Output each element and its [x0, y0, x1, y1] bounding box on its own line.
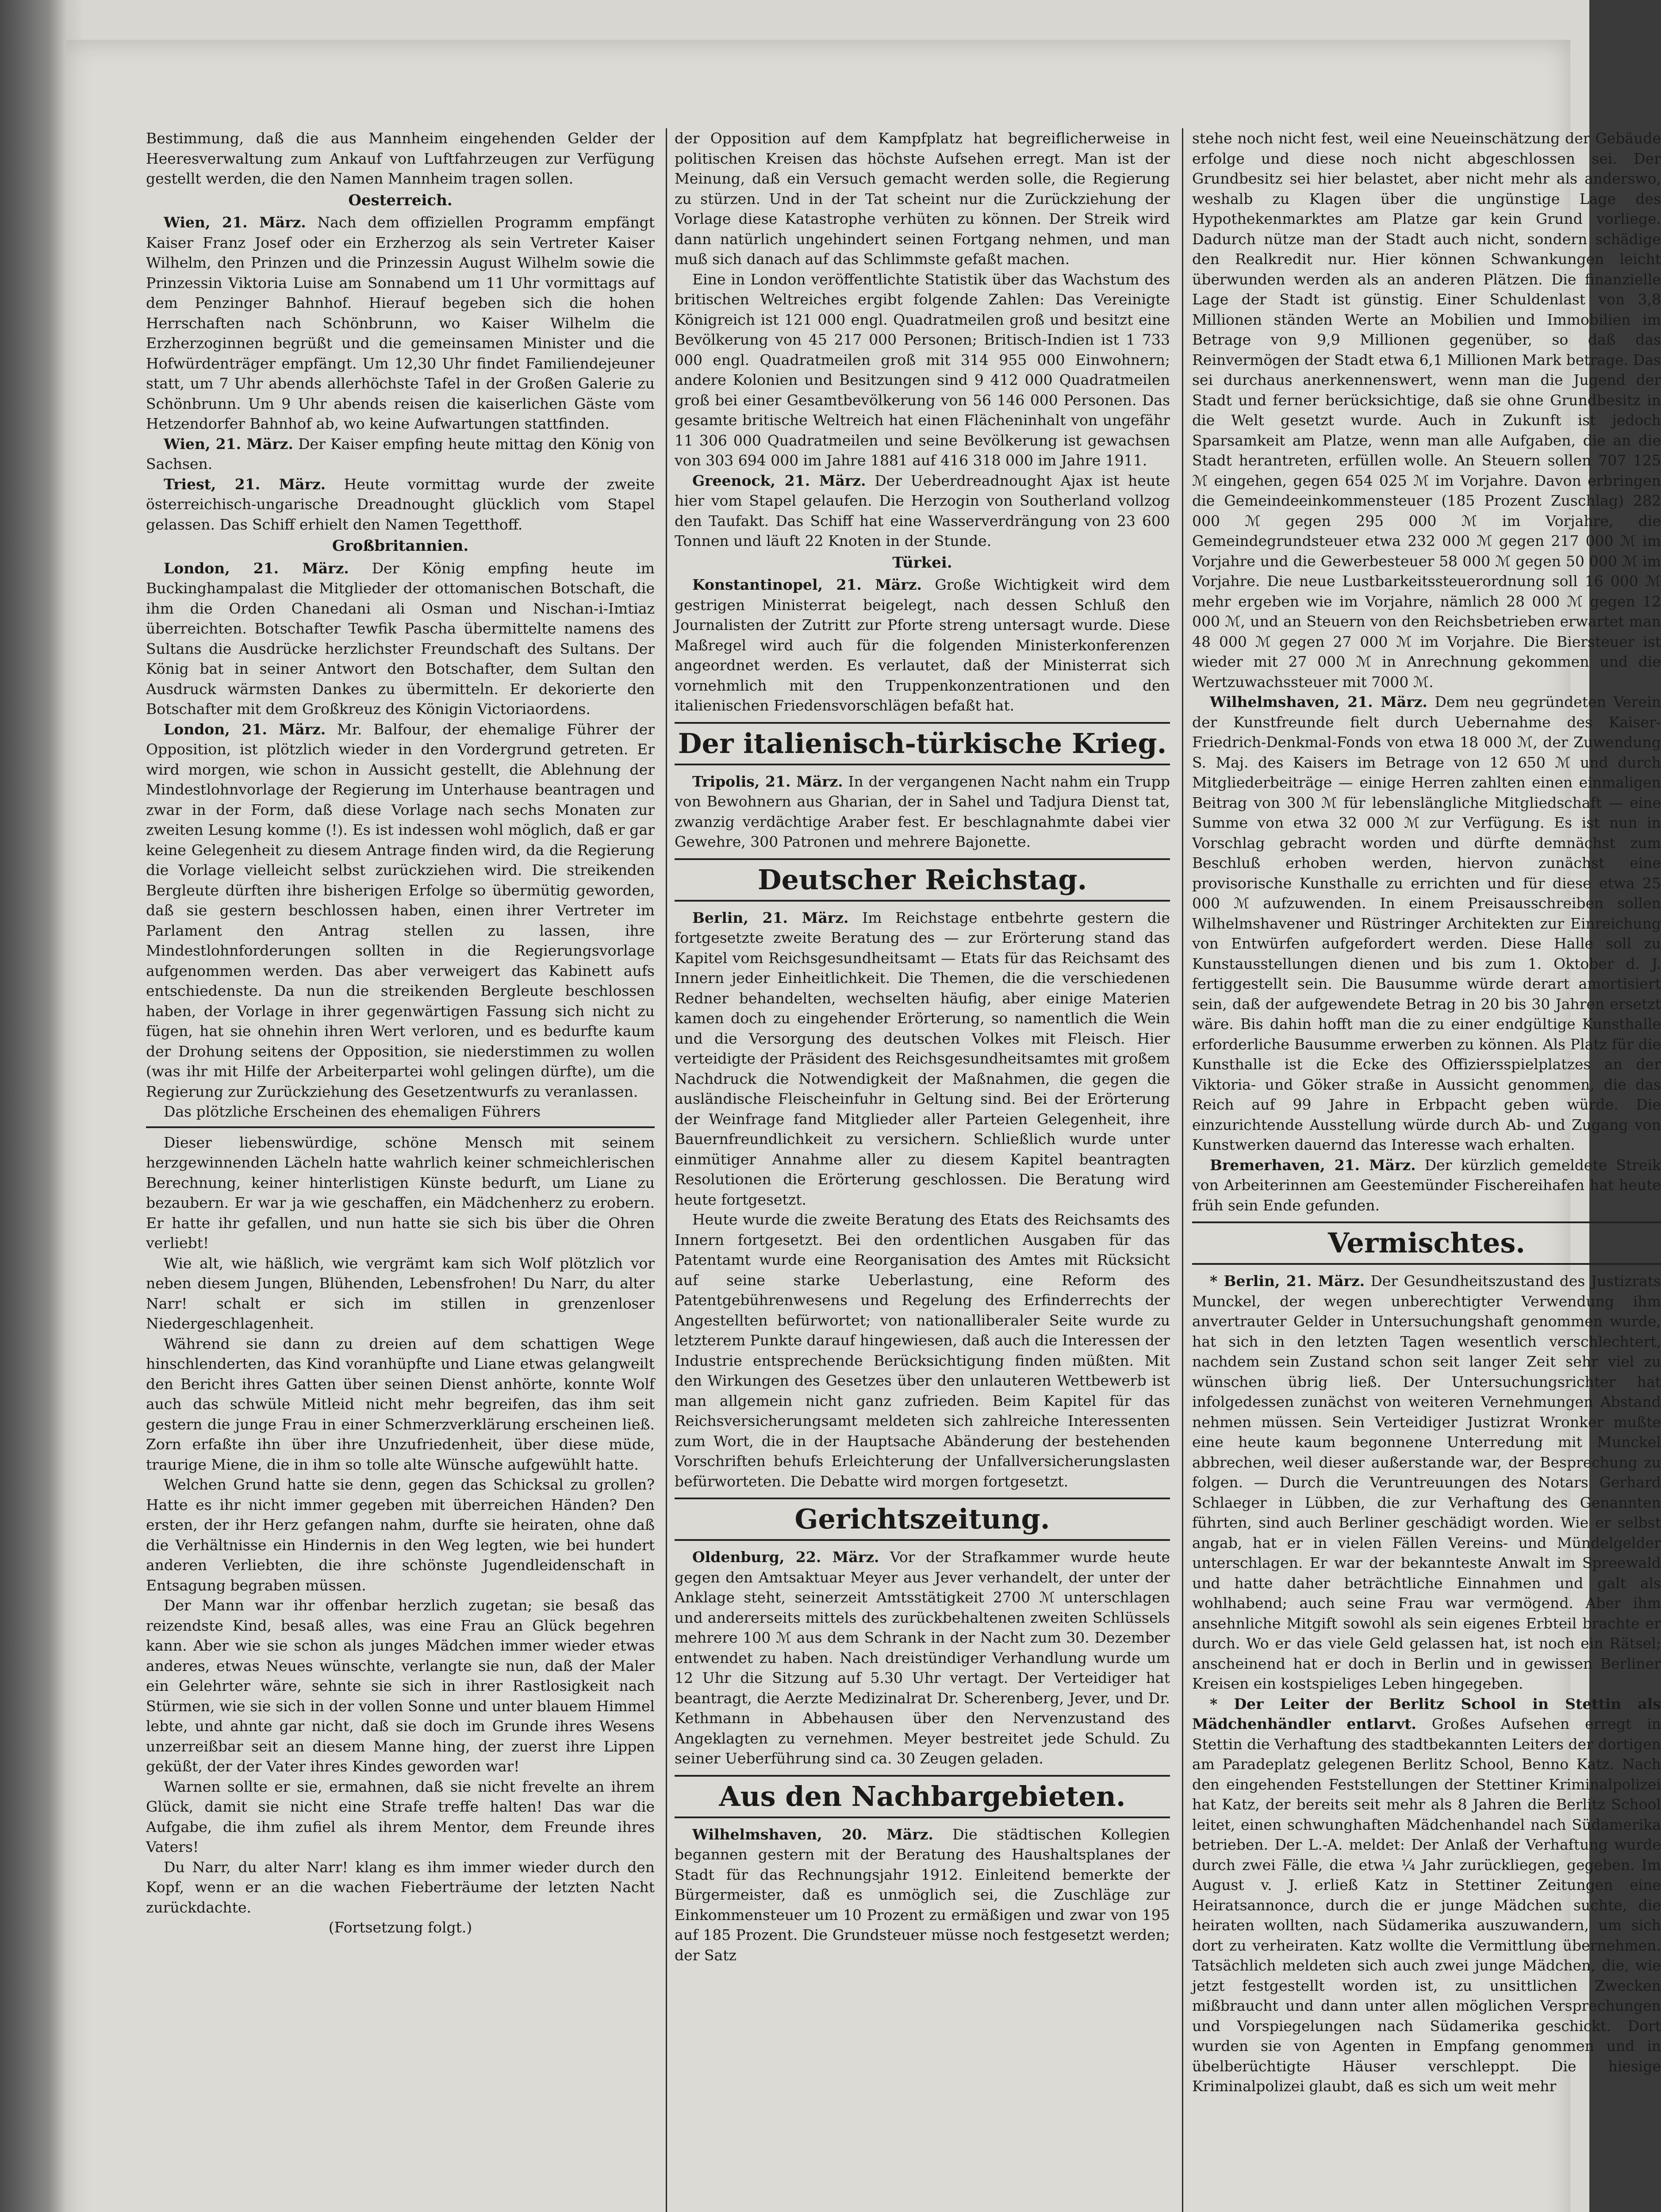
news-item	[1192, 1271, 1661, 1694]
dateline: Greenock, 21. März.	[692, 472, 866, 489]
novel-paragraph: Wie alt, wie häßlich, wie vergrämt kam sich Wolf plötzlich vor neben diesem Jungen, Blühenden, Lebensfrohen! Du Narr, du alter Narr! schalt er sich im stillen in grenzenloser Niedergeschlagenheit.	[146, 1254, 655, 1332]
section-heading-grossbritannien: Großbritannien.	[332, 537, 469, 555]
paragraph: Das plötzliche Erscheinen des ehemaligen Führers	[164, 1103, 541, 1120]
dateline: Oldenburg, 22. März.	[692, 1548, 879, 1566]
headline-gerichtszeitung: Gerichtszeitung.	[675, 1498, 1170, 1541]
dateline: Wilhelmshaven, 20. März.	[692, 1825, 933, 1843]
dateline: London, 21. März.	[164, 720, 326, 738]
news-item	[1192, 1155, 1661, 1216]
news-text: In der vergangenen Nacht nahm ein Trupp von Bewohnern aus Gharian, der in Sahel und Tadjura Dienst tat, zwanzig verdächtige Araber fest. Er beschlagnahmte dabei vier Gewehre, 300 Patronen und mehrere Bajonette.	[675, 772, 1170, 850]
news-item	[146, 558, 655, 719]
news-text: Vor der Strafkammer wurde heute gegen den Amtsaktuar Meyer aus Jever verhandelt, der unter der Anklage steht, seinerzeit Amtsstätigkeit 2700 ℳ unterschlagen und andererseits mittels des zurückbehaltenen zweiten Schlüssels mehrere 100 ℳ aus dem Schrank in der Nacht zum 30. Dezember entwendet zu haben. Nach dreistündiger Verhandlung wurde um 12 Uhr die Sitzung auf 5.30 Uhr vertagt. Der Verteidiger hat beantragt, die Aerzte Medizinalrat Dr. Scherenberg, Jever, und Dr. Kethmann in Abbehausen über den Nervenzustand des Angeklagten zu vernehmen. Meyer bestreitet jede Schuld. Zu seiner Ueberführung sind ca. 30 Zeugen geladen.	[675, 1548, 1170, 1767]
news-item	[675, 772, 1170, 852]
paragraph: Heute wurde die zweite Beratung des Etats des Reichsamts des Innern fortgesetzt. Bei den ordentlichen Ausgaben für das Patentamt wurde eine Reorganisation des Amtes mit Rücksicht auf seine starke Ueberlastung, eine Reform des Patentgebührenwesens und Regelung des Erfinderrechts der Angestellten befürwortet; von nationalliberaler Seite wurde zu letzterem Punkte darauf hingewiesen, daß auch die Interessen der Industrie entsprechende Berücksichtigung finden müßten. Mit den Wirkungen des Gesetzes über den unlauteren Wettbewerb ist man allgemein nicht ganz zufrieden. Beim Kapitel für das Reichsversicherungsamt meldeten sich zahlreiche Interessenten zum Wort, die in der Hauptsache Abänderung der bestehenden Vorschriften behufs Erleichterung der Unfallversicherungslasten befürworteten. Die Debatte wird morgen fortgesetzt.	[675, 1211, 1170, 1490]
paragraph: Eine in London veröffentlichte Statistik über das Wachstum des britischen Weltreiches ergibt folgende Zahlen: Das Vereinigte Königreich ist 121 000 engl. Quadratmeilen groß und besitzt eine Bevölkerung von 45 217 000 Personen; Britisch-Indien ist 1 733 000 engl. Quadratmeilen groß mit 314 955 000 Einwohnern; andere Kolonien und Besitzungen sind 9 412 000 Quadratmeilen groß bei einer Gesamtbevölkerung von 56 146 000 Personen. Das gesamte britische Weltreich hat einen Flächeninhalt von ungefähr 11 306 000 Quadratmeilen und seine Bevölkerung ist gewachsen von 303 694 000 im Jahre 1881 auf 416 318 000 im Jahre 1911.	[675, 270, 1170, 469]
news-text: Nach dem offiziellen Programm empfängt Kaiser Franz Josef oder ein Erzherzog als sein Vertreter Kaiser Wilhelm, den Prinzen und die Prinzessin August Wilhelm sowie die Prinzessin Viktoria Luise am Sonnabend um 11 Uhr vormittags auf dem Penzinger Bahnhof. Hierauf begeben sich die hohen Herrschaften nach Schönbrunn, wo Kaiser Wilhelm die Erzherzoginnen begrüßt und die gemeinsamen Minister und die Hofwürdenträger empfängt. Um 12,30 Uhr findet Familiendejeuner statt, um 7 Uhr abends allerhöchste Tafel in der Großen Galerie zu Schönbrunn. Um 9 Uhr abends reisen die kaiserlichen Gäste vom Hetzendorfer Bahnhof ab, wo keine Aufwartungen stattfinden.	[146, 214, 655, 432]
paragraph: Bestimmung, daß die aus Mannheim eingehenden Gelder der Heeresverwaltung zum Ankauf von Luftfahrzeugen zur Verfügung gestellt werden, die den Namen Mannheim tragen sollen.	[146, 130, 655, 187]
novel-paragraph: Dieser liebenswürdige, schöne Mensch mit seinem herzgewinnenden Lächeln hatte wahrlich keiner schmeichlerischen Berechnung, keiner hinterlistigen Künste bedurft, um Liane zu bezaubern. Er war ja wie geschaffen, ein Mädchenherz zu erobern. Er hatte ihr gefallen, und nun hatte sie sich bis über die Ohren verliebt!	[146, 1133, 655, 1252]
news-text: Der König empfing heute im Buckinghampalast die Mitglieder der ottomanischen Botschaft, die ihm die Orden Chanedani ali Osman und Nischan-i-Imtiaz überreichten. Botschafter Tewfik Pascha übermittelte namens des Sultans die Ausdrücke herzlichster Freundschaft des Sultans. Der König bat in seiner Antwort den Botschafter, dem Sultan den Ausdruck wärmsten Dankes zu übermitteln. Er dekorierte den Botschafter mit dem Großkreuz des Königin Victoriaordens.	[146, 559, 655, 718]
feuilleton-separator	[146, 1126, 655, 1128]
dateline: Wien, 21. März.	[164, 435, 293, 453]
news-item	[1192, 1694, 1661, 2097]
continuation-note: (Fortsetzung folgt.)	[328, 1919, 472, 1936]
dateline: Wien, 21. März.	[164, 214, 306, 231]
news-text: Der Kaiser empfing heute mittag den König von Sachsen.	[146, 435, 655, 472]
news-item	[1192, 692, 1661, 1155]
dateline: Konstantinopel, 21. März.	[692, 576, 922, 593]
novel-paragraph: Du Narr, du alter Narr! klang es ihm immer wieder durch den Kopf, wenn er an die wachen Fieberträume der letzten Nacht zurückdachte.	[146, 1858, 655, 1916]
column-left	[146, 128, 655, 2212]
paragraph: der Opposition auf dem Kampfplatz hat begreiflicherweise in politischen Kreisen das höchste Aufsehen erregt. Man ist der Meinung, daß ein Versuch gemacht werden solle, die Regierung zu stürzen. Und in der Tat scheint nur die Zurückziehung der Vorlage diese Katastrophe verhüten zu können. Der Streik wird dann natürlich ungehindert seinen Fortgang nehmen, und man muß sich danach auf das Schlimmste gefaßt machen.	[675, 130, 1170, 268]
news-item	[675, 1547, 1170, 1769]
headline-nachbargebiete: Aus den Nachbargebieten.	[675, 1775, 1170, 1818]
headline-reichstag: Deutscher Reichstag.	[675, 858, 1170, 902]
news-text: Der Gesundheitszustand des Justizrats Munckel, der wegen unberechtigter Verwendung ihm anvertrauter Gelder in Untersuchungshaft genommen wurde, hat sich in den letzten Tagen wesentlich verschlechtert, nachdem sein Zustand schon seit langer Zeit sehr viel zu wünschen übrig ließ. Der Untersuchungsrichter hat infolgedessen zunächst von weiteren Vernehmungen Abstand nehmen müssen. Sein Verteidiger Justizrat Wronker mußte eine heute kaum begonnene Unterredung mit Munckel abbrechen, weil dieser außerstande war, der Besprechung zu folgen. — Durch die Veruntreuungen des Notars Gerhard Schlaeger in Lübben, die zur Verhaftung des Genannten führten, sind auch Berliner geschädigt worden. Wie er selbst angab, hat er in vielen Fällen Vereins- und Mündelgelder unterschlagen. Er war der bekannteste Anwalt im Spreewald und hatte daher beträchtliche Einnahmen und galt als wohlhabend; auch seine Frau war vermögend. Aber ihm ansehnliche Mitgift sowohl als sein eigenes Erbteil brachte er durch. Wo er das viele Geld gelassen hat, ist noch ein Rätsel; anscheinend hat er doch in Berlin und in gewissen Berliner Kreisen ein kostspieliges Leben hingegeben.	[1192, 1272, 1661, 1692]
news-text: Mr. Balfour, der ehemalige Führer der Opposition, ist plötzlich wieder in den Vordergrund getreten. Er wird morgen, wie schon in Aussicht gestellt, die Ablehnung der Mindestlohnvorlage der Regierung im Unterhause beantragen und zwar in der Form, daß diese Vorlage nach sechs Monaten zur zweiten Lesung komme (!). Es ist indessen wohl möglich, daß er gar keine Gelegenheit zu diesem Antrage finden wird, da die Regierung die Vorlage vielleicht selbst zurückziehen wird. Die streikenden Bergleute dürften ihre bisherigen Erfolge so übermütig geworden, daß sie gestern beschlossen haben, einen ihrer Vertreter im Parlament den Antrag stellen zu lassen, ihre Mindestlohnforderungen sollten in die Regierungsvorlage aufgenommen werden. Das aber verweigert das Kabinett aufs entschiedenste. Da nun die streikenden Bergleute beschlossen haben, der Vorlage in ihrer gegenwärtigen Fassung sich nicht zu fügen, hat sie ohnehin ihren Wert verloren, und es bedurfte kaum der Drohung seitens der Opposition, sie niederstimmen zu wollen (was ihr mit Hilfe der Arbeiterpartei wohl gelingen dürfte), um die Regierung zur Zurückziehung des Gesetzentwurfs zu veranlassen.	[146, 720, 655, 1100]
section-heading-oesterreich: Oesterreich.	[348, 191, 453, 209]
news-item	[146, 474, 655, 535]
news-item	[675, 1824, 1170, 1966]
section-heading-tuerkei: Türkei.	[892, 553, 952, 572]
column-rule	[666, 128, 667, 2212]
paragraph: stehe noch nicht fest, weil eine Neueinschätzung der Gebäude erfolge und diese noch nicht abgeschlossen sei. Der Grundbesitz sei hier belastet, aber nicht mehr als anderswo, weshalb zu Klagen über die ungünstige Lage des Hypothekenmarktes am Platze gar kein Grund vorliege. Dadurch nütze man der Stadt auch nicht, sondern schädige den Realkredit nur. Hier können Schwankungen leicht überwunden werden als an anderen Plätzen. Die finanzielle Lage der Stadt ist günstig. Einer Schuldenlast von 3,8 Millionen ständen Werte an Mobilien und Immobilien im Betrage von 9,9 Millionen gegenüber, so daß das Reinvermögen der Stadt etwa 6,1 Millionen Mark betrage. Das sei durchaus anerkennenswert, wenn man die Jugend der Stadt und ferner berücksichtige, daß sie ohne Grundbesitz in die Welt gesetzt wurde. Auch in Zukunft ist jedoch Sparsamkeit am Platze, wenn man alle Aufgaben, die an die Stadt herantreten, erfüllen wolle. An Steuern sollen 707 125 ℳ eingehen, gegen 654 025 ℳ im Vorjahre. Davon erbringen die Gemeindeeinkommensteuer (185 Prozent Zuschlag) 282 000 ℳ gegen 295 000 ℳ im Vorjahre, die Gemeindegrundsteuer etwa 232 000 ℳ gegen 217 000 ℳ im Vorjahre und die Gewerbesteuer 58 000 ℳ gegen 50 000 ℳ im Vorjahre. Die neue Lustbarkeitssteuerordnung soll 16 000 ℳ mehr ergeben wie im Vorjahre, nämlich 28 000 ℳ gegen 12 000 ℳ, und an Steuern von den Reichsbetrieben erwartet man 48 000 ℳ gegen 27 000 ℳ im Vorjahre. Die Biersteuer ist wieder mit 27 000 ℳ in Anrechnung gekommen und die Wertzuwachssteuer mit 7000 ℳ.	[1192, 130, 1661, 691]
news-text: Im Reichstage entbehrte gestern die fortgesetzte zweite Beratung des — zur Erörterung stand das Kapitel vom Reichsgesundheitsamt — Etats für das Reichsamt des Innern jeder Einheitlichkeit. Die Themen, die die verschiedenen Redner behandelten, wechselten häufig, aber einige Materien kamen doch zu eingehender Erörterung, so namentlich die Wein und die Versorgung des deutschen Volkes mit Fleisch. Hier verteidigte der Präsident des Reichsgesundheitsamtes mit großem Nachdruck die Notwendigkeit der Maßnahmen, die gegen die ausländische Fleischeinfuhr in Geltung sind. Bei der Erörterung der Weinfrage fand Mitglieder aller Parteien Gelegenheit, ihre Bauernfreundlichkeit zu versichern. Schließlich wurde unter einmütiger Annahme aller zu diesem Kapitel beantragten Resolutionen die Erörterung geschlossen. Die Beratung wird heute fortgesetzt.	[675, 909, 1170, 1208]
novel-paragraph: Während sie dann zu dreien auf dem schattigen Wege hinschlenderten, das Kind voranhüpfte und Liane etwas gelangweilt den Bericht ihres Gatten über seinen Dienst anhörte, konnte Wolf auch das schwüle Mitleid nicht mehr begreifen, das ihm seit gestern die junge Frau in einer Schmerzverklärung erscheinen ließ. Zorn erfaßte ihn über ihre Unzufriedenheit, über diese müde, traurige Miene, die in ihm so tolle alte Wünsche aufgewühlt hatte.	[146, 1335, 655, 1473]
headline-krieg: Der italienisch-türkische Krieg.	[675, 722, 1170, 765]
news-text: Die städtischen Kollegien begannen gestern mit der Beratung des Haushaltsplanes der Stadt für das Rechnungsjahr 1912. Einleitend bemerkte der Bürgermeister, daß es unmöglich sei, die Zuschläge zur Einkommensteuer um 10 Prozent zu ermäßigen und zwar von 195 auf 185 Prozent. Die Grundsteuer müsse noch festgesetzt werden; der Satz	[675, 1825, 1170, 1964]
dateline: Triest, 21. März.	[164, 475, 326, 493]
item-heading: * Der Leiter der Berlitz School in Stettin als Mädchenhändler entlarvt.	[1192, 1695, 1661, 1732]
dateline: Tripolis, 21. März.	[692, 772, 843, 790]
news-item	[146, 212, 655, 434]
news-text: Großes Aufsehen erregt in Stettin die Verhaftung des stadtbekannten Leiters der dortigen am Paradeplatz gelegenen Berlitz School, Benno Katz. Nach den eingehenden Feststellungen der Stettiner Kriminalpolizei hat Katz, der bereits seit mehr als 8 Jahren die Berlitz School leitet, einen schwunghaften Mädchenhandel nach Südamerika betrieben. Der L.-A. meldet: Der Anlaß der Verhaftung wurde durch zwei Fälle, die etwa ¼ Jahr zurückliegen, gegeben. Im August v. J. erließ Katz in Stettiner Zeitungen eine Heiratsannonce, durch die er junge Mädchen suchte, die heiraten wollten, nach Südamerika auszuwandern, um sich dort zu verheiraten. Katz wollte die Vermittlung übernehmen. Tatsächlich meldeten sich auch zwei junge Mädchen, die, wie jetzt festgestellt worden ist, zu unsittlichen Zwecken mißbraucht und dann unter allen möglichen Versprechungen und Vorspiegelungen nach Südamerika geschickt. Dort wurden sie von Agenten in Empfang genommen und in übelberüchtigte Häuser verschleppt. Die hiesige Kriminalpolizei glaubt, daß es sich um weit mehr	[1192, 1715, 1661, 2095]
news-item	[675, 575, 1170, 716]
headline-vermischtes: Vermischtes.	[1192, 1221, 1661, 1265]
news-text: Der kürzlich gemeldete Streik von Arbeiterinnen am Geestemünder Fischereihafen hat heute früh sein Ende gefunden.	[1192, 1156, 1661, 1214]
dateline: * Berlin, 21. März.	[1210, 1272, 1365, 1290]
dateline: Berlin, 21. März.	[692, 909, 849, 926]
novel-paragraph: Welchen Grund hatte sie denn, gegen das Schicksal zu grollen? Hatte es ihr nicht immer gegeben mit überreichen Händen? Den ersten, der ihr Herz gefangen nahm, durfte sie heiraten, ohne daß die Verhältnisse ein Hindernis in den Weg legten, wie bei hundert anderen Verliebten, die ihre schönste Jugendleidenschaft in Entsagung begraben müssen.	[146, 1476, 655, 1594]
newspaper-page	[66, 40, 1661, 2212]
dateline: Wilhelmshaven, 21. März.	[1210, 693, 1427, 710]
column-rule	[1182, 128, 1183, 2212]
news-text: Dem neu gegründeten Verein der Kunstfreunde fielt durch Uebernahme des Kaiser-Friedrich-Denkmal-Fonds von etwa 18 000 ℳ, der Zuwendung S. Maj. des Kaisers im Betrage von 12 650 ℳ und durch Mitgliederbeiträge — einige Herren zahlten einen einmaligen Beitrag von 300 ℳ für lebenslängliche Mitgliedschaft — eine Summe von etwa 32 000 ℳ zur Verfügung. Es ist nun in Vorschlag gebracht worden und dürfte demnächst zum Beschluß erhoben werden, hiervon zunächst eine provisorische Kunsthalle zu errichten und für diese etwa 25 000 ℳ aufzuwenden. In einem Preisausschreiben sollen Wilhelmshavener und Rüstringer Architekten zur Einreichung von Entwürfen aufgefordert werden. Diese Halle soll zu Kunstausstellungen dienen und bis zum 1. Oktober d. J. fertiggestellt sein. Die Bausumme würde derart amortisiert sein, daß der aufgewendete Betrag in 20 bis 30 Jahren ersetzt wäre. Bis dahin hofft man die zu einer endgültige Kunsthalle erforderliche Bausumme erwerben zu können. Als Platz für die Kunsthalle ist die Ecke des Offiziersspielplatzes an der Viktoria- und Göker straße in Aussicht genommen, die das Reich auf 99 Jahre in Erbpacht geben würde. Die einzurichtende Ausstellung würde durch Ab- und Zugang von Kunstwerken dauernd das Interesse wach erhalten.	[1192, 693, 1661, 1153]
news-text: Heute vormittag wurde der zweite österreichisch-ungarische Dreadnought glücklich vom Stapel gelassen. Das Schiff erhielt den Namen Tegetthoff.	[146, 475, 655, 533]
dateline: London, 21. März.	[164, 559, 349, 577]
news-item	[675, 908, 1170, 1210]
column-middle	[675, 128, 1170, 2212]
news-item	[146, 719, 655, 1102]
news-item	[146, 434, 655, 474]
news-text: Große Wichtigkeit wird dem gestrigen Ministerrat beigelegt, nach dessen Schluß den Journalisten der Zutritt zur Pforte streng untersagt wurde. Diese Maßregel wird auch für die folgenden Ministerkonferenzen angeordnet werden. Es verlautet, daß der Ministerrat sich vornehmlich mit den Truppenkonzentrationen und den italienischen Friedensvorschlägen befaßt hat.	[675, 576, 1170, 714]
dateline: Bremerhaven, 21. März.	[1210, 1156, 1416, 1174]
news-text: Der Ueberdreadnought Ajax ist heute hier vom Stapel gelaufen. Die Herzogin von Southerland vollzog den Taufakt. Das Schiff hat eine Wasserverdrängung von 23 600 Tonnen und läuft 22 Knoten in der Stunde.	[675, 472, 1170, 549]
novel-paragraph: Warnen sollte er sie, ermahnen, daß sie nicht frevelte an ihrem Glück, damit sie nicht eine Strafe treffe halten! Das war die Aufgabe, die ihm zufiel als ihrem Mentor, dem Freunde ihres Vaters!	[146, 1778, 655, 1855]
news-item	[675, 471, 1170, 551]
column-right	[1192, 128, 1661, 2212]
novel-paragraph: Der Mann war ihr offenbar herzlich zugetan; sie besaß das reizendste Kind, besaß alles, was eine Frau an Glück begehren kann. Aber wie sie schon als junges Mädchen immer wieder etwas anderes, etwas Neues wünschte, verlangte sie nun, daß der Maler ein Gelehrter wäre, sehnte sie sich in ihrer Rastlosigkeit nach Stürmen, wie sie sich in der vollen Sonne und unter blauem Himmel lebte, und ahnte gar nicht, daß sie doch im Grunde ihres Wesens unzerreißbar seit an diesem Manne hing, der zuerst ihre Lippen geküßt, der der Vater ihres Kindes geworden war!	[146, 1597, 655, 1775]
